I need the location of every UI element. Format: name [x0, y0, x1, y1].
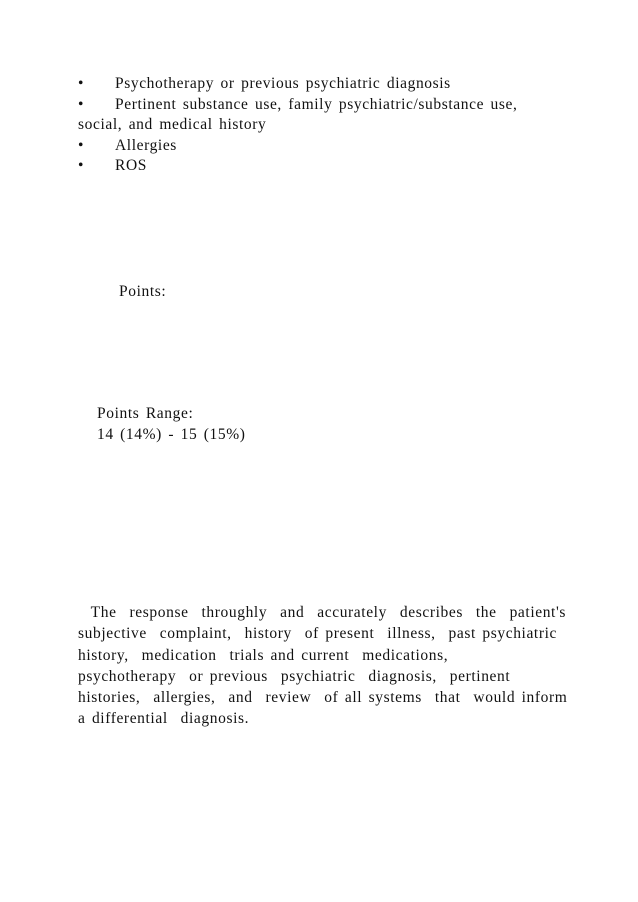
points-range-value: 14 (14%) - 15 (15%) — [97, 426, 246, 443]
description-line: psychotherapy or previous psychiatric diagnosis, pertinent — [78, 667, 511, 685]
list-item — [78, 95, 558, 136]
points-range-label: Points Range: — [97, 405, 194, 422]
bullet-text: Allergies — [115, 136, 177, 154]
description-line: a differential diagnosis. — [78, 710, 250, 728]
bullet-text: Psychotherapy or previous psychiatric diagnosis — [115, 75, 451, 92]
bullet-marker: • — [78, 95, 85, 113]
list-item — [78, 136, 558, 157]
description-line: history, medication trials and current medications, — [78, 646, 449, 664]
points-label: Points: — [119, 283, 167, 300]
bullet-text: ROS — [115, 157, 147, 174]
bullet-list — [78, 74, 558, 177]
list-item — [78, 74, 558, 95]
list-item — [78, 156, 558, 177]
description-line: histories, allergies, and review of all systems that would inform — [78, 689, 568, 707]
bullet-text-continuation: social, and medical history — [78, 116, 267, 133]
bullet-text: Pertinent substance use, family psychiatric/substance use, — [115, 95, 518, 113]
points-range — [97, 403, 246, 445]
criteria-description — [78, 602, 568, 730]
description-line: subjective complaint, history of present illness, past psychiatric — [78, 625, 557, 643]
bullet-marker: • — [78, 157, 85, 174]
bullet-marker: • — [78, 75, 85, 92]
bullet-marker: • — [78, 136, 85, 154]
description-line: The response throughly and accurately describes the patient's — [78, 604, 566, 621]
